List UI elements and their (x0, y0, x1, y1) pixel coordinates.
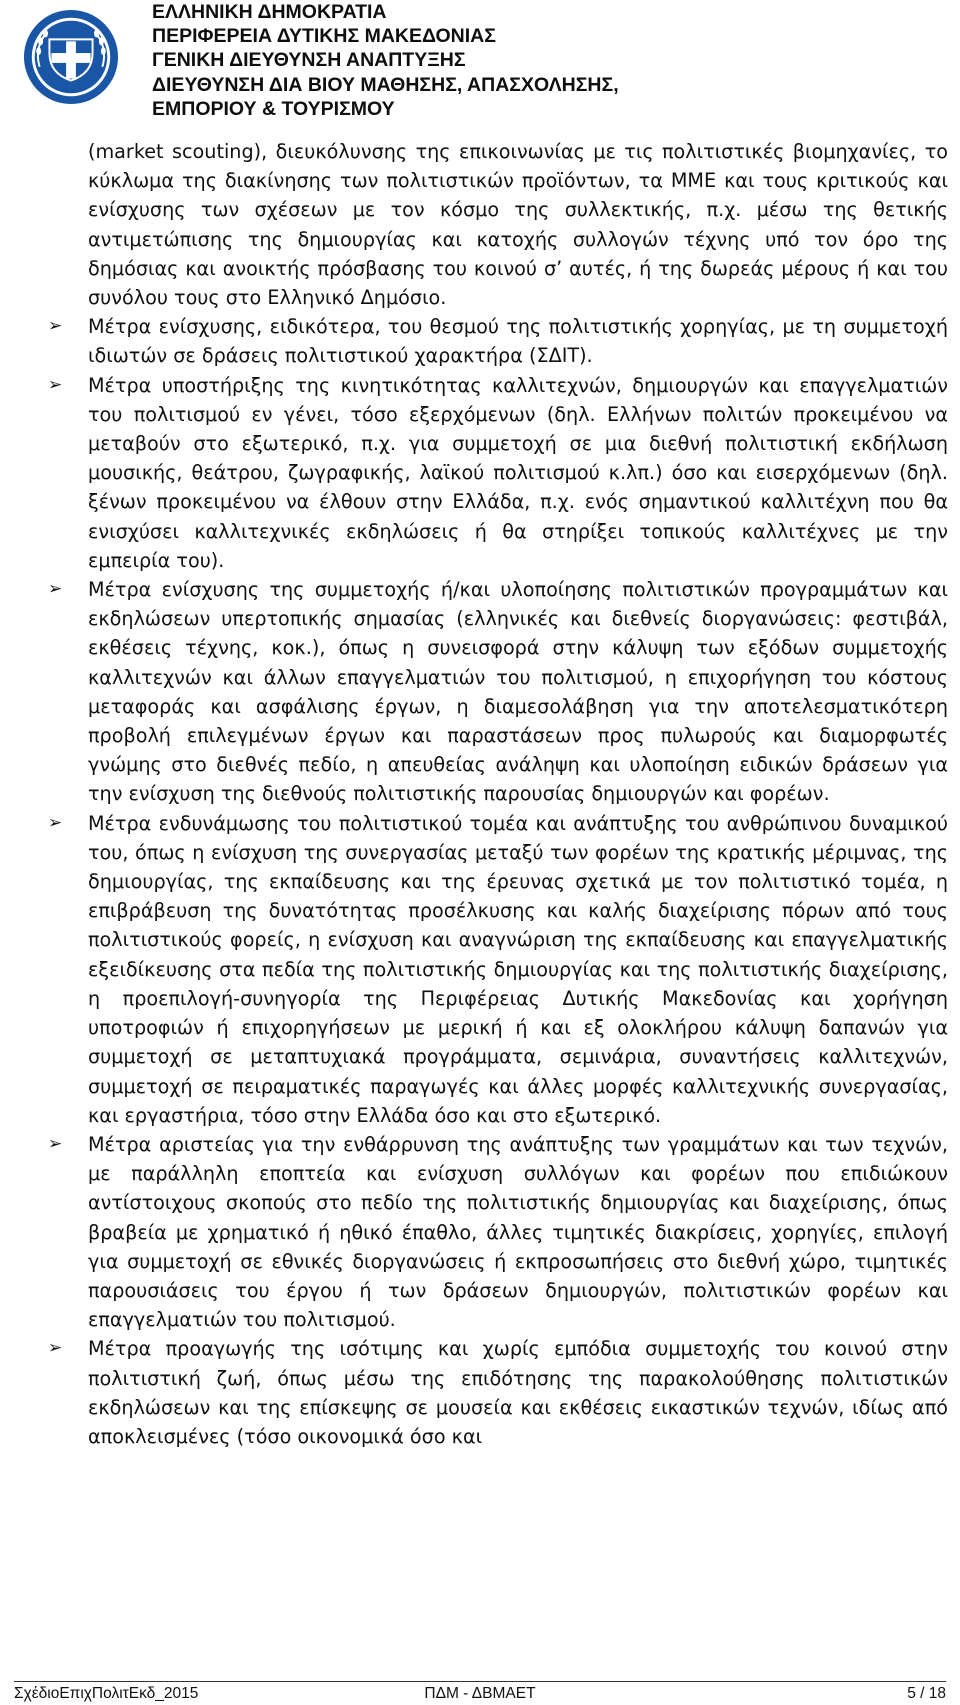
footer-department: ΠΔΜ - ΔΒΜΑΕΤ (424, 1685, 536, 1702)
footer-divider (14, 1681, 946, 1682)
bullet-item-5 (48, 1130, 948, 1334)
bullet-item-3 (48, 575, 948, 809)
bullet-item-6 (48, 1334, 948, 1451)
page-footer (14, 1684, 946, 1704)
greek-state-emblem-icon (22, 8, 120, 106)
header-line-5: ΕΜΠΟΡΙΟΥ & ΤΟΥΡΙΣΜΟΥ (152, 97, 395, 120)
header-text-block (152, 0, 619, 121)
arrow-bullet-icon: ➢ (48, 1338, 63, 1359)
bullet-item-4 (48, 809, 948, 1130)
arrow-bullet-icon: ➢ (48, 1133, 63, 1154)
bullet-text: Μέτρα ενίσχυσης, ειδικότερα, του θεσμού της πολιτιστικής χορηγίας, με τη συμμετοχή ιδιωτών σε δράσεις πολιτιστικού χαρακτήρα (ΣΔΙΤ). (88, 315, 948, 368)
header-line-3: ΓΕΝΙΚΗ ΔΙΕΥΘΥΝΣΗ ΑΝΑΠΤΥΞΗΣ (152, 49, 466, 72)
header-line-2: ΠΕΡΙΦΕΡΕΙΑ ΔΥΤΙΚΗΣ ΜΑΚΕΔΟΝΙΑΣ (152, 25, 496, 48)
arrow-bullet-icon: ➢ (48, 316, 63, 337)
arrow-bullet-icon: ➢ (48, 812, 63, 833)
bullet-item-2 (48, 371, 948, 575)
arrow-bullet-icon: ➢ (48, 579, 63, 600)
arrow-bullet-icon: ➢ (48, 374, 63, 395)
header-line-4: ΔΙΕΥΘΥΝΣΗ ΔΙΑ ΒΙΟΥ ΜΑΘΗΣΗΣ, ΑΠΑΣΧΟΛΗΣΗΣ, (152, 73, 619, 96)
bullet-text: Μέτρα αριστείας για την ενθάρρυνση της ανάπτυξης των γραμμάτων και των τεχνών, με παράλληλη εποπτεία και ενίσχυση συλλόγων και φορέων που επιδιώκουν αντίστοιχους σκοπούς στο πεδίο της πολιτιστικής δημιουργίας και διαχείρισης, όπως βραβεία με χρηματικό ή ηθικό έπαθλο, άλλες τιμητικές διακρίσεις, χορηγίες, επιλογή για συμμετοχή σε εθνικές διοργανώσεις ή εκπροσωπήσεις στο διεθνή χώρο, τιμητικές παρουσιάσεις του έργου ή των δράσεων δημιουργών, πολιτιστικών φορέων και επαγγελματιών του πολιτισμού. (88, 1132, 948, 1332)
document-body (48, 137, 948, 1451)
footer-document-name: ΣχέδιοΕπιχΠολιτΕκδ_2015 (14, 1685, 199, 1702)
header-line-1: ΕΛΛΗΝΙΚΗ ΔΗΜΟΚΡΑΤΙΑ (152, 1, 387, 23)
bullet-text: Μέτρα ενδυνάμωσης του πολιτιστικού τομέα και ανάπτυξης του ανθρώπινου δυναμικού του, όπως η ενίσχυση της συνεργασίας μεταξύ των φορέων της κρατικής μέριμνας, της δημιουργίας, της εκπαίδευσης και της έρευνας σχετικά με τον πολιτιστικό τομέα, η επιβράβευση της δυνατότητας προσέλκυσης και καλής διαχείρισης πόρων από τους πολιτιστικούς φορείς, η ενίσχυση και αναγνώριση της εκπαίδευσης και επαγγελματικής εξειδίκευσης στα πεδία της πολιτιστικής δημιουργίας και της πολιτιστικής διαχείρισης, η προεπιλογή-συνηγορία της Περιφέρειας Δυτικής Μακεδονίας και χορήγηση υποτροφιών ή επιχορηγήσεων με μερική ή και εξ ολοκλήρου κάλυψη δαπανών για συμμετοχή σε μεταπτυχιακά προγράμματα, σεμινάρια, συναντήσεις καλλιτεχνών, συμμετοχή σε πειραματικές παραγωγές και άλλες μορφές καλλιτεχνικής συνεργασίας, και εργαστήρια, τόσο στην Ελλάδα όσο και στο εξωτερικό. (88, 811, 948, 1127)
bullet-text: Μέτρα υποστήριξης της κινητικότητας καλλιτεχνών, δημιουργών και επαγγελματιών του πολιτισμού εν γένει, τόσο εξερχόμενων (δηλ. Ελλήνων πολιτών προκειμένου να μεταβούν στο εξωτερικό, π.χ. για συμμετοχή σε μια διεθνή πολιτιστική εκδήλωση μουσικής, θεάτρου, ζωγραφικής, λαϊκού πολιτισμού κ.λπ.) όσο και εισερχόμενων (δηλ. ξένων προκειμένου να έλθουν στην Ελλάδα, π.χ. ενός σημαντικού καλλιτέχνη που θα ενισχύσει καλλιτεχνικές εκδηλώσεις ή θα στηρίξει τοπικούς καλλιτέχνες με την εμπειρία του). (88, 373, 948, 572)
page-number: 5 / 18 (907, 1685, 946, 1702)
document-header (0, 0, 960, 118)
bullet-text: Μέτρα προαγωγής της ισότιμης και χωρίς εμπόδια συμμετοχής του κοινού στην πολιτιστική ζωή, όπως μέσω της επιδότησης της παρακολούθησης πολιτιστικών εκδηλώσεων και της επίσκεψης σε μουσεία και εκθέσεις εικαστικών τεχνών, ιδίως από αποκλεισμένες (τόσο οικονομικά όσο και (88, 1337, 948, 1448)
bullet-text: Μέτρα ενίσχυσης της συμμετοχής ή/και υλοποίησης πολιτιστικών προγραμμάτων και εκδηλώσεων υπερτοπικής σημασίας (ελληνικές και διεθνείς διοργανώσεις: φεστιβάλ, εκθέσεις τέχνης, κοκ.), όπως η συνεισφορά στην κάλυψη των εξόδων συμμετοχής καλλιτεχνών και άλλων επαγγελματιών του πολιτισμού, η επιχορήγηση του κόστους μεταφοράς και ασφάλισης έργων, η διαμεσολάβηση για την αποτελεσματικότερη προβολή επιλεγμένων έργων και παραστάσεων προς πυλωρούς και διαμορφωτές γνώμης στο διεθνές πεδίο, η απευθείας ανάληψη και υλοποίηση ειδικών δράσεων για την ενίσχυση της διεθνούς πολιτιστικής παρουσίας δημιουργών και φορέων. (88, 578, 948, 806)
continuation-paragraph: (market scouting), διευκόλυνσης της επικοινωνίας με τις πολιτιστικές βιομηχανίες, το κύκλωμα της διακίνησης των πολιτιστικών προϊόντων, τα ΜΜΕ και τους κριτικούς και ενίσχυσης των σχέσεων με τον κόσμο της συλλεκτικής, π.χ. μέσω της θετικής αντιμετώπισης της δημιουργίας και κατοχής συλλογών τέχνης υπό τον όρο της δημόσιας και ανοικτής πρόσβασης του κοινού σ’ αυτές, ή της δωρεάς μέρους ή και του συνόλου τους στο Ελληνικό Δημόσιο. (88, 140, 948, 310)
bullet-item-1 (48, 312, 948, 370)
